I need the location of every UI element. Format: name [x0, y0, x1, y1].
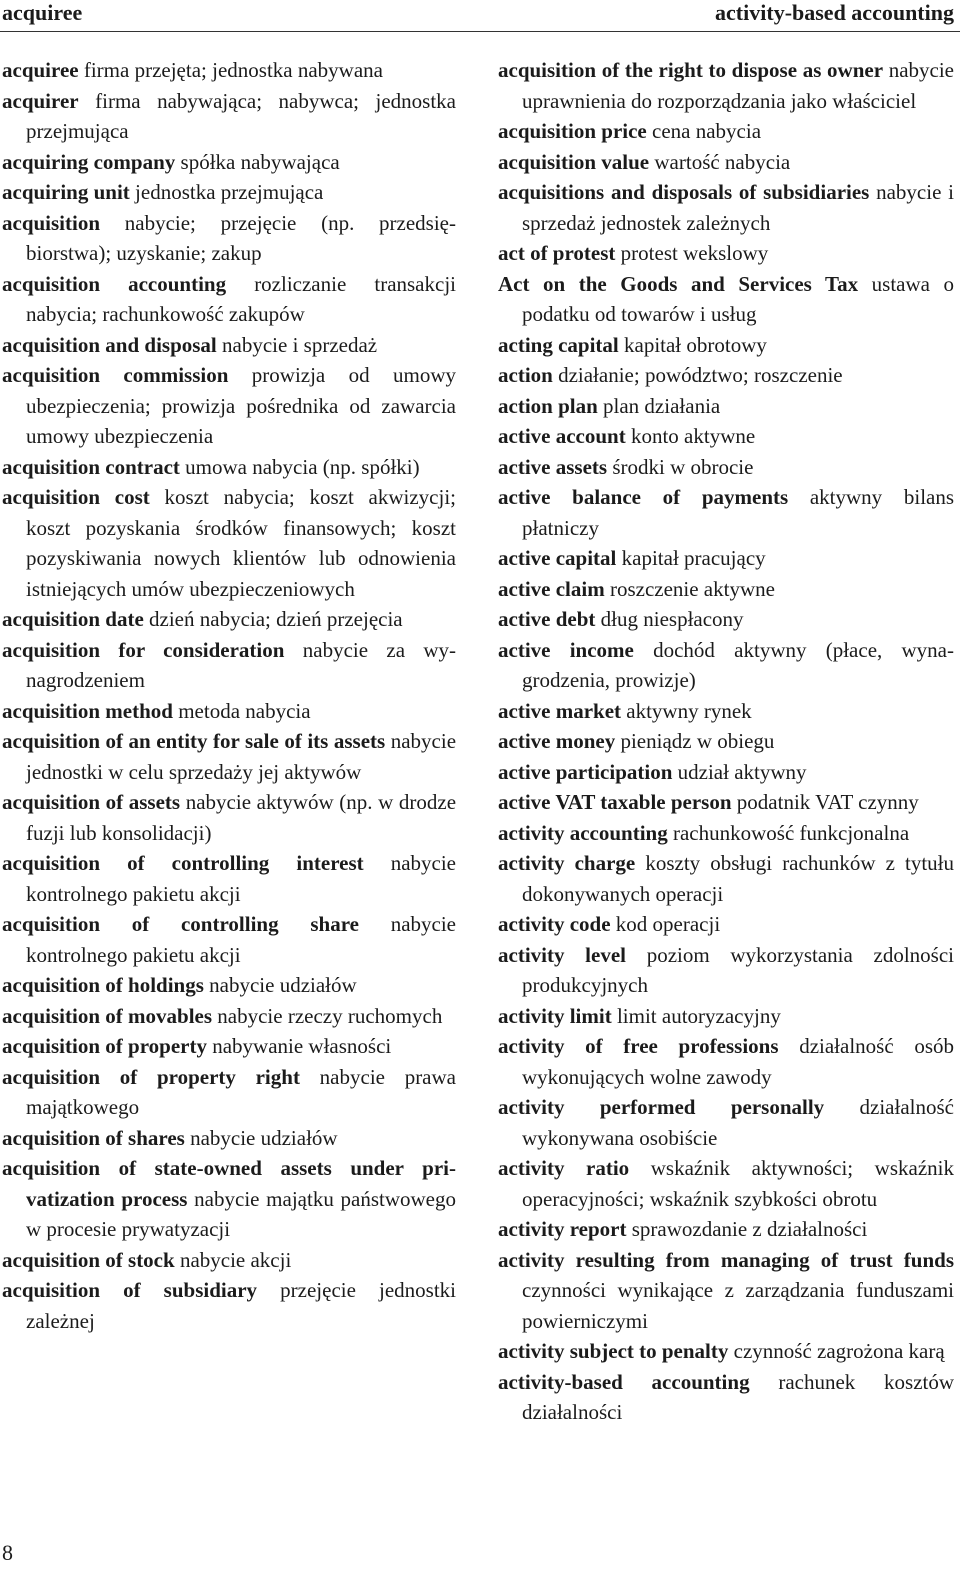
dictionary-entry	[498, 1336, 954, 1367]
entry-term: acquisition accounting	[2, 271, 227, 296]
entry-term: acquisition of an entity for sale of its assets	[2, 729, 386, 753]
entry-term: action plan	[498, 393, 598, 418]
dictionary-entry	[498, 726, 954, 757]
dictionary-entry	[498, 1245, 954, 1337]
header-left-guide-word: acquiree	[2, 0, 83, 25]
entry-term: acquisition	[2, 210, 101, 235]
dictionary-entry	[2, 1275, 456, 1336]
dictionary-entry	[498, 147, 954, 178]
dictionary-entry	[2, 1031, 456, 1062]
dictionary-entry	[498, 940, 954, 1001]
entry-definition: nabycie i sprzedaż jednostek zależnych	[522, 180, 955, 235]
entry-term: acquisition of the right to dispose as owner	[498, 58, 884, 82]
dictionary-entry	[2, 909, 456, 970]
entry-term: acquisition of controlling interest	[2, 851, 364, 875]
dictionary-entry	[498, 635, 954, 696]
entry-definition: nabycie jednostki w celu sprzedaży jej aktywów	[26, 729, 457, 784]
running-header	[0, 0, 960, 30]
dictionary-entry	[2, 696, 456, 727]
entry-term: acting capital	[498, 332, 619, 357]
entry-term: activity subject to penalty	[498, 1339, 729, 1363]
entry-definition: kapitał pracujący	[621, 546, 766, 570]
entry-term: activity-based accounting	[498, 1369, 750, 1394]
entry-term: acquiring company	[2, 149, 176, 174]
entry-definition: nabycie rzeczy ruchomych	[217, 1003, 443, 1028]
dictionary-entry	[498, 1214, 954, 1245]
dictionary-entry	[498, 55, 954, 116]
entry-definition: dzień nabycia; dzień przejęcia	[149, 607, 403, 631]
entry-definition: prowizja od umowy ubezpieczenia; prowizja pośrednika od zawarcia umowy ubezpieczenia	[26, 363, 456, 448]
entry-definition: środki w obrocie	[612, 454, 754, 479]
entry-term: active VAT taxable person	[498, 790, 732, 814]
entry-definition: nabycie prawa majątkowego	[26, 1064, 456, 1119]
entry-term: activity code	[498, 912, 611, 936]
dictionary-entry	[2, 635, 456, 696]
dictionary-entry	[498, 330, 954, 361]
entry-term: activity limit	[498, 1003, 612, 1028]
dictionary-entry	[498, 482, 954, 543]
entry-definition: aktywny rynek	[626, 698, 752, 723]
entry-definition: kapitał obrotowy	[624, 332, 767, 357]
dictionary-entry	[2, 1001, 456, 1032]
entry-definition: działanie; powództwo; roszczenie	[558, 363, 843, 387]
dictionary-entry	[2, 726, 456, 787]
dictionary-entry	[2, 147, 456, 178]
entry-definition: nabycie za wynagrodzeniem	[26, 637, 457, 692]
entry-term: acquisition of controlling share	[2, 912, 359, 936]
entry-term: active income	[498, 637, 634, 662]
header-right-guide-word: activity-based accounting	[715, 0, 954, 25]
entry-term: activity ratio	[498, 1156, 630, 1180]
entry-term: active money	[498, 729, 616, 753]
entry-term: acquisition contract	[2, 454, 180, 479]
dictionary-entry	[498, 1092, 954, 1153]
entry-term: activity report	[498, 1217, 627, 1241]
entry-term: acquisition value	[498, 149, 650, 174]
dictionary-entry	[2, 848, 456, 909]
entry-definition: wartość nabycia	[654, 149, 791, 174]
dictionary-entry	[498, 177, 954, 238]
dictionary-entry	[2, 604, 456, 635]
dictionary-entry	[498, 909, 954, 940]
entry-term: active market	[498, 698, 622, 723]
dictionary-entry	[498, 1001, 954, 1032]
entry-definition: nabywanie własności	[212, 1034, 392, 1058]
dictionary-entry	[498, 787, 954, 818]
entry-term: activity level	[498, 942, 626, 967]
entry-definition: podatnik VAT czynny	[736, 790, 919, 814]
dictionary-entry	[2, 482, 456, 604]
dictionary-entry	[498, 757, 954, 788]
dictionary-entry	[2, 269, 456, 330]
entry-definition: udział aktywny	[677, 759, 807, 784]
entry-term: activity resulting from managing of trust funds	[498, 1247, 954, 1272]
dictionary-entry	[498, 848, 954, 909]
entry-definition: nabycie i sprzedaż	[222, 332, 378, 357]
entry-term: acquisition of holdings	[2, 973, 204, 997]
entry-term: acquisition of assets	[2, 790, 181, 814]
entry-term: activity charge	[498, 851, 636, 875]
entry-definition: aktywny bilans płatniczy	[522, 485, 955, 540]
entry-definition: konto aktywne	[630, 424, 756, 448]
entry-definition: plan działania	[603, 393, 721, 418]
entry-definition: czynności wynikające z zarządzania funduszami powierniczymi	[522, 1278, 954, 1333]
entry-term: acquisition of property	[2, 1034, 207, 1058]
entry-definition: koszt nabycia; koszt akwizycji; koszt pozyskania środków finansowych; koszt pozyskiwania nowych klientów lub odnowienia istniejących umów ubezpieczeniowych	[26, 485, 456, 601]
entry-term: acquisition price	[498, 119, 647, 143]
entry-definition: firma przejęta; jednostka nabywana	[83, 58, 383, 82]
entry-term: acquirer	[2, 88, 79, 113]
entry-term: active participation	[498, 759, 673, 784]
dictionary-entry	[498, 1031, 954, 1092]
entry-term: acquiree	[2, 58, 79, 82]
dictionary-entry	[2, 208, 456, 269]
entry-term: acquisition of movables	[2, 1003, 213, 1028]
entry-term: acquisitions and disposals of subsidiaries	[498, 180, 870, 204]
entry-term: Act on the Goods and Services Tax	[498, 271, 859, 296]
entry-term: act of protest	[498, 241, 616, 265]
entry-definition: przejęcie jednostki zależnej	[26, 1278, 457, 1333]
entry-definition: nabycie akcji	[179, 1247, 292, 1272]
entry-definition: nabycie aktywów (np. w drodze fuzji lub konsolidacji)	[26, 790, 457, 845]
dictionary-entry	[2, 177, 456, 208]
dictionary-entry	[498, 1153, 954, 1214]
entry-definition: limit autoryzacyjny	[616, 1003, 781, 1028]
entry-term: acquisition for consideration	[2, 637, 285, 662]
dictionary-entry	[498, 543, 954, 574]
entry-definition: poziom wykorzystania zdolności produkcyjnych	[522, 942, 955, 997]
entry-definition: kod operacji	[615, 912, 721, 936]
entry-definition: działalność osób wykonujących wolne zawody	[522, 1034, 955, 1089]
entry-term: activity performed personally	[498, 1095, 825, 1119]
left-column	[2, 55, 456, 1336]
dictionary-entry	[498, 269, 954, 330]
dictionary-entry	[498, 391, 954, 422]
entry-definition: nabycie udziałów	[190, 1125, 338, 1150]
dictionary-entry	[2, 970, 456, 1001]
entry-term: acquisition of state-owned assets under privatization process	[2, 1156, 456, 1211]
entry-term: acquisition method	[2, 698, 173, 723]
entry-definition: dochód aktywny (płace, wynagrodzenia, prowizje)	[522, 637, 954, 692]
dictionary-entry	[498, 360, 954, 391]
dictionary-entry	[2, 1062, 456, 1123]
entry-definition: protest wekslowy	[620, 241, 769, 265]
entry-definition: dług niespłacony	[600, 607, 744, 631]
dictionary-entry	[2, 787, 456, 848]
entry-term: action	[498, 363, 553, 387]
entry-term: acquisition of shares	[2, 1125, 185, 1150]
entry-definition: jednostka przejmująca	[135, 180, 324, 204]
entry-term: active assets	[498, 454, 608, 479]
dictionary-entry	[2, 1153, 456, 1245]
entry-definition: koszty obsługi rachunków z tytułu dokonywanych operacji	[522, 851, 955, 906]
entry-term: acquisition cost	[2, 485, 150, 509]
entry-definition: nabycie majątku państwowego w procesie prywatyzacji	[26, 1186, 456, 1241]
entry-term: active capital	[498, 546, 617, 570]
entry-term: active claim	[498, 576, 605, 601]
dictionary-entry	[498, 604, 954, 635]
entry-definition: czynność zagrożona karą	[733, 1339, 945, 1363]
entry-definition: wskaźnik aktywności; wskaźnik operacyjności; wskaźnik szybkości obrotu	[522, 1156, 954, 1211]
dictionary-entry	[498, 574, 954, 605]
dictionary-entry	[498, 452, 954, 483]
entry-definition: metoda nabycia	[178, 698, 311, 723]
dictionary-entry	[2, 1245, 456, 1276]
entry-definition: pieniądz w obiegu	[620, 729, 775, 753]
dictionary-entry	[2, 330, 456, 361]
dictionary-entry	[498, 238, 954, 269]
dictionary-entry	[2, 360, 456, 452]
dictionary-entry	[2, 55, 456, 86]
entry-definition: nabycie; przejęcie (np. przedsiębiorstwa); uzyskanie; zakup	[26, 210, 456, 265]
dictionary-entry	[498, 116, 954, 147]
header-rule	[0, 31, 960, 32]
dictionary-entry	[2, 86, 456, 147]
entry-term: acquisition of property right	[2, 1064, 300, 1089]
entry-term: acquisition of stock	[2, 1247, 175, 1272]
entry-term: active balance of payments	[498, 485, 789, 509]
entry-term: acquisition of subsidiary	[2, 1278, 258, 1302]
entry-term: acquisition date	[2, 607, 144, 631]
entry-definition: spółka nabywająca	[180, 149, 340, 174]
entry-definition: nabycie udziałów	[209, 973, 357, 997]
entry-term: activity accounting	[498, 820, 668, 845]
entry-definition: nabycie uprawnienia do rozporządzania jako właściciel	[522, 58, 954, 113]
entry-definition: cena nabycia	[652, 119, 762, 143]
entry-definition: nabycie kontrolnego pakietu akcji	[26, 851, 456, 906]
entry-term: active debt	[498, 607, 596, 631]
entry-definition: ustawa o podatku od towarów i usług	[522, 271, 954, 326]
entry-definition: działalność wykonywana osobiście	[522, 1095, 954, 1150]
entry-definition: sprawozdanie z działalności	[631, 1217, 868, 1241]
dictionary-entry	[2, 1123, 456, 1154]
dictionary-entry	[2, 452, 456, 483]
dictionary-entry	[498, 421, 954, 452]
dictionary-entry	[498, 696, 954, 727]
entry-definition: nabycie kontrolnego pakietu akcji	[26, 912, 456, 967]
entry-definition: firma nabywająca; nabywca; jednostka przejmująca	[26, 88, 456, 143]
entry-definition: rachunkowość funkcjonalna	[672, 820, 910, 845]
entry-term: acquisition and disposal	[2, 332, 217, 357]
page-number: 8	[2, 1540, 13, 1565]
entry-term: acquisition commission	[2, 363, 229, 387]
entry-definition: rachunek kosztów działalności	[522, 1369, 955, 1424]
entry-term: active account	[498, 424, 626, 448]
dictionary-entry	[498, 818, 954, 849]
entry-term: activity of free professions	[498, 1034, 779, 1058]
entry-term: acquiring unit	[2, 180, 130, 204]
dictionary-entry	[498, 1367, 954, 1428]
entry-definition: rozliczanie transakcji nabycia; rachunkowość zakupów	[26, 271, 456, 326]
entry-definition: umowa nabycia (np. spółki)	[185, 454, 420, 479]
right-column	[498, 55, 954, 1428]
entry-definition: roszczenie aktywne	[609, 576, 775, 601]
